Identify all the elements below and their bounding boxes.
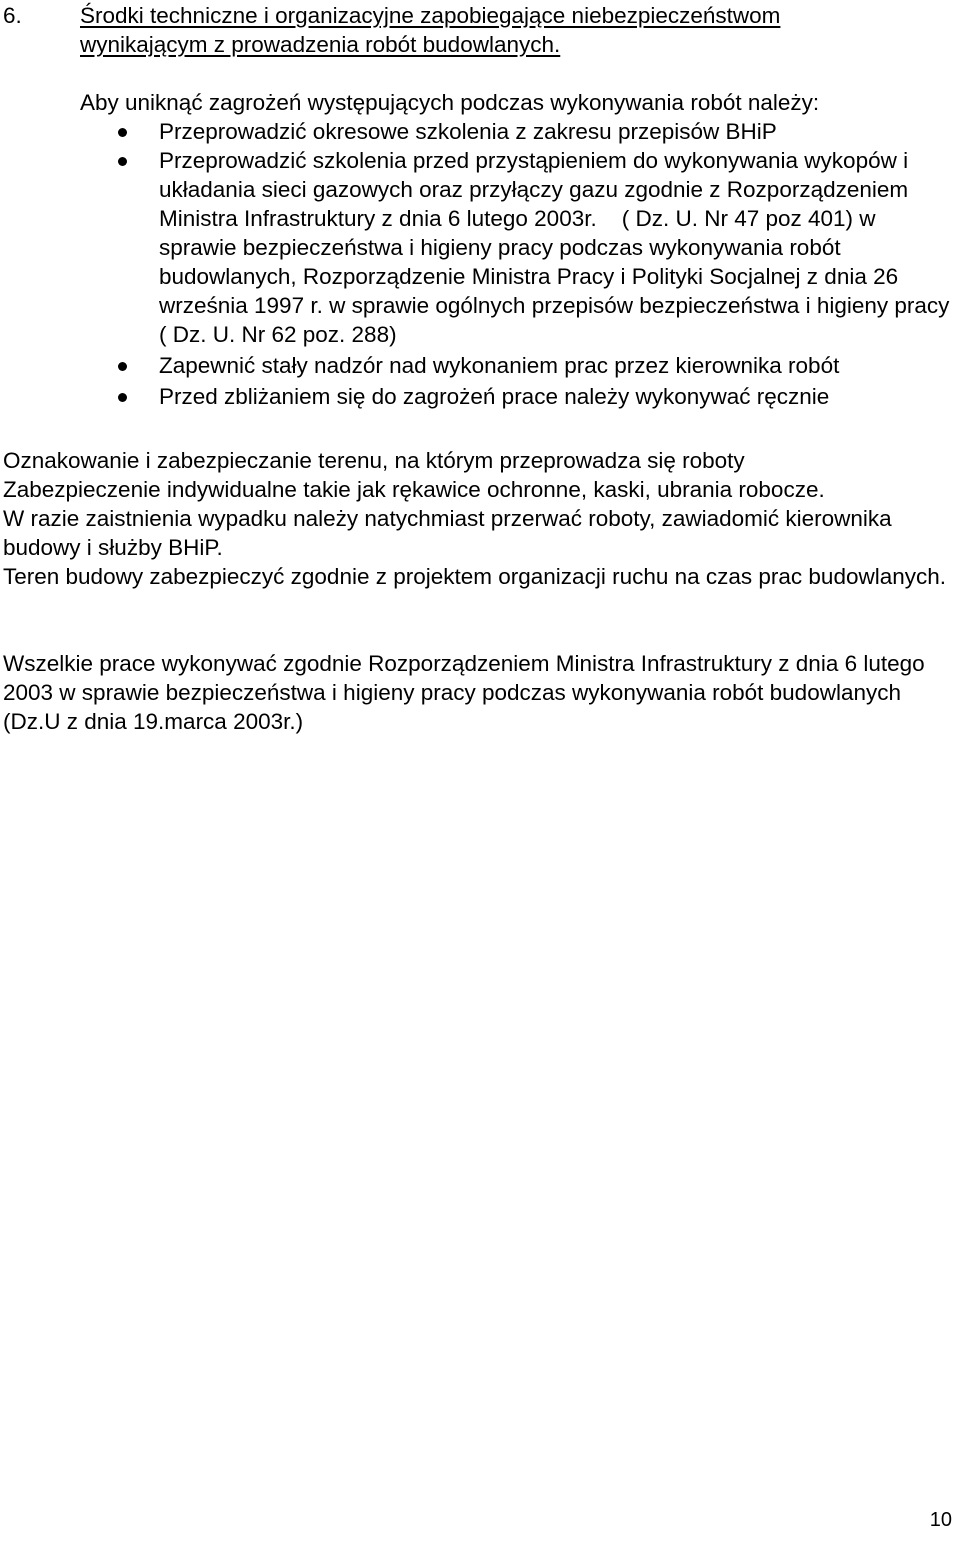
list-item-text: Przeprowadzić okresowe szkolenia z zakresu przepisów BHiP bbox=[159, 119, 777, 144]
paragraph: Wszelkie prace wykonywać zgodnie Rozporządzeniem Ministra Infrastruktury z dnia 6 lutego 2003 w sprawie bezpieczeństwa i higieny pracy podczas wykonywania robót budowlanych (Dz.U z dnia 19.marca 2003r.) bbox=[3, 651, 925, 734]
instructions-block bbox=[3, 446, 953, 591]
section-number: 6. bbox=[3, 3, 22, 28]
page-number: 10 bbox=[929, 1509, 952, 1531]
regulation-note bbox=[3, 649, 953, 736]
list-item bbox=[0, 382, 954, 411]
paragraph: Teren budowy zabezpieczyć zgodnie z projektem organizacji ruchu na czas prac budowlanych. bbox=[3, 564, 947, 589]
list-item-text: Zapewnić stały nadzór nad wykonaniem prac przez kierownika robót bbox=[159, 353, 840, 378]
bullet-icon bbox=[118, 128, 127, 137]
paragraph: Zabezpieczenie indywidualne takie jak rękawice ochronne, kaski, ubrania robocze. bbox=[3, 477, 825, 502]
list-item bbox=[0, 117, 954, 146]
bullet-icon bbox=[118, 157, 127, 166]
list-item bbox=[0, 351, 954, 380]
paragraph: Oznakowanie i zabezpieczanie terenu, na którym przeprowadza się roboty bbox=[3, 448, 745, 473]
section-title: Środki techniczne i organizacyjne zapobiegające niebezpieczeństwom wynikającym z prowadzenia robót budowlanych. bbox=[80, 3, 781, 57]
bullet-icon bbox=[118, 393, 127, 402]
list-item bbox=[0, 146, 954, 349]
intro-text: Aby uniknąć zagrożeń występujących podczas wykonywania robót należy: bbox=[80, 90, 820, 115]
bullet-icon bbox=[118, 362, 127, 371]
measures-list bbox=[0, 117, 960, 411]
paragraph: W razie zaistnienia wypadku należy natychmiast przerwać roboty, zawiadomić kierownika budowy i służby BHiP. bbox=[3, 506, 892, 560]
list-item-text: Przed zbliżaniem się do zagrożeń prace należy wykonywać ręcznie bbox=[159, 384, 830, 409]
list-item-text: Przeprowadzić szkolenia przed przystąpieniem do wykonywania wykopów i układania sieci gazowych oraz przyłączy gazu zgodnie z Rozporządzeniem Ministra Infrastruktury z dnia 6 lutego 2003r. ( Dz. U. Nr 47 poz 401) w sprawie bezpieczeństwa i higieny pracy podczas wykonywania robót budowlanych, Rozporządzenie Ministra Pracy i Polityki Socjalnej z dnia 26 września 1997 r. w sprawie ogólnych przepisów bezpieczeństwa i higieny pracy ( Dz. U. Nr 62 poz. 288) bbox=[159, 148, 956, 347]
